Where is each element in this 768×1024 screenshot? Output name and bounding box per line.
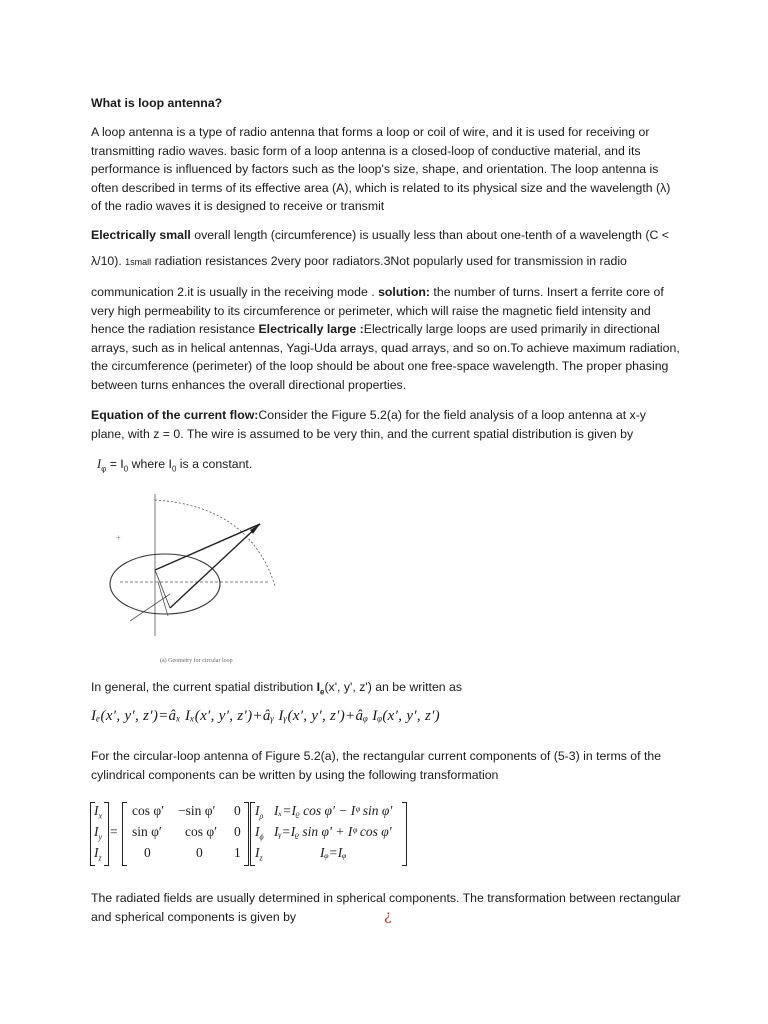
electrically-small-line1 bbox=[91, 226, 681, 245]
inverted-question-glyph: ¿ bbox=[384, 908, 392, 924]
electrically-large-label: Electrically large : bbox=[258, 322, 364, 337]
electrically-small-text2a: λ/10). bbox=[91, 254, 126, 268]
lhs-bracket-right bbox=[104, 802, 109, 866]
transformation-matrix: $I_x$ $I_y$ $I_z$ = cos φ′ −sin φ′ 0 sin φ′ cos φ′ 0 0 0 1 $I_\rho$ $I_\phi$ $I_z$ Iₓ=Iᵨ cos φ′ − Iᵠ sin φ′ Iᵧ=Iᵨ sin φ′ + Iᵠ cos φ′ Iᵩ=Iᵩ bbox=[88, 798, 418, 870]
current-flow-label: Equation of the current flow: bbox=[91, 408, 259, 422]
x-axis bbox=[130, 594, 170, 621]
loop-geometry-figure bbox=[100, 486, 280, 664]
electrically-small-line2 bbox=[91, 252, 681, 272]
intro-paragraph: A loop antenna is a type of radio antenna that forms a loop or coil of wire, and it is used for receiving or transmitting radio waves. basic form of a loop antenna is a closed-loop of conductive material, and its performance is influenced by factors such as the loop's size, shape, and orientation. The loop antenna is often described in terms of its effective area (A), which is related to its physical size and the wavelength (λ) of the radio waves it is designed to receive or transmit bbox=[91, 125, 671, 214]
electrically-small-text2b: radiation resistances 2very poor radiators.3Not popularly used for transmission in radio bbox=[151, 254, 627, 268]
current-constant-line: $I_\varphi = I_0$ where $I_0$ is a constant. bbox=[97, 457, 253, 474]
current-flow-text: Consider the Figure 5.2(a) for the field analysis of a loop antenna at x-y plane, with z = 0. The wire is assumed to be very thin, and the current spatial distribution is given by bbox=[91, 408, 646, 441]
small-text3b: the number of turns. Insert a ferrite core of very high permeability to its circumference or perimeter, which will raise the magnetic field intensity and hence the radiation resistance bbox=[91, 285, 664, 337]
current-vector-equation: Iₑ(x′, y′, z′)=âₓ Iₓ(x′, y′, z′)+âᵧ Iᵧ(x′, y′, z′)+âᵩ Iᵩ(x′, y′, z′) bbox=[91, 708, 440, 724]
transform-eq-2: Iᵧ=Iᵨ sin φ′ + Iᵠ cos φ′ bbox=[274, 824, 392, 839]
electrically-small-text1: overall length (circumference) is usually less than about one-tenth of a wavelength (C < bbox=[190, 228, 669, 242]
small-text3a: communication 2.it is usually in the receiving mode . bbox=[91, 285, 379, 299]
current-flow-paragraph bbox=[91, 406, 681, 443]
electrically-small-paragraph bbox=[91, 283, 681, 395]
solution-label: solution: bbox=[378, 285, 430, 299]
general-distribution-line: In general, the current spatial distribution $I_e(x'$, y', z') an be written as bbox=[91, 680, 463, 697]
transform-eq-1: Iₓ=Iᵨ cos φ′ − Iᵠ sin φ′ bbox=[274, 803, 393, 818]
electrically-small-label: Electrically small bbox=[91, 228, 191, 242]
radiated-fields-paragraph: The radiated fields are usually determined in spherical components. The transformation between rectangular and spherical components is given by bbox=[91, 891, 681, 924]
heading: What is loop antenna? bbox=[91, 96, 223, 110]
small-text3c: Electrically large loops are used primarily in directional arrays, such as in helical antennas, Yagi-Uda arrays, quad arrays, and so on.To achieve maximum radiation, the circumference (perimeter) of the loop should be about one free-space wavelength. The proper phasing between turns enhances the overall directional properties. bbox=[91, 322, 680, 392]
rhs-bracket-right bbox=[402, 802, 407, 866]
loop-geometry-diagram bbox=[100, 486, 280, 664]
circular-loop-paragraph: For the circular-loop antenna of Figure 5.2(a), the rectangular current components of (5-3) in terms of the cylindrical components can be written by using the following transformation bbox=[91, 749, 662, 782]
vector-r bbox=[155, 524, 260, 570]
figure-caption: (a) Geometry for circular loop bbox=[160, 658, 233, 664]
rot-bracket-right bbox=[244, 802, 249, 866]
plus-mark: + bbox=[116, 533, 121, 542]
transform-eq-3: Iᵩ=Iᵩ bbox=[320, 845, 347, 860]
rot-bracket-left bbox=[122, 802, 127, 866]
small-tiny-text: 1small bbox=[125, 257, 152, 267]
equals-sign: = bbox=[110, 824, 118, 839]
vector-R bbox=[170, 524, 260, 608]
